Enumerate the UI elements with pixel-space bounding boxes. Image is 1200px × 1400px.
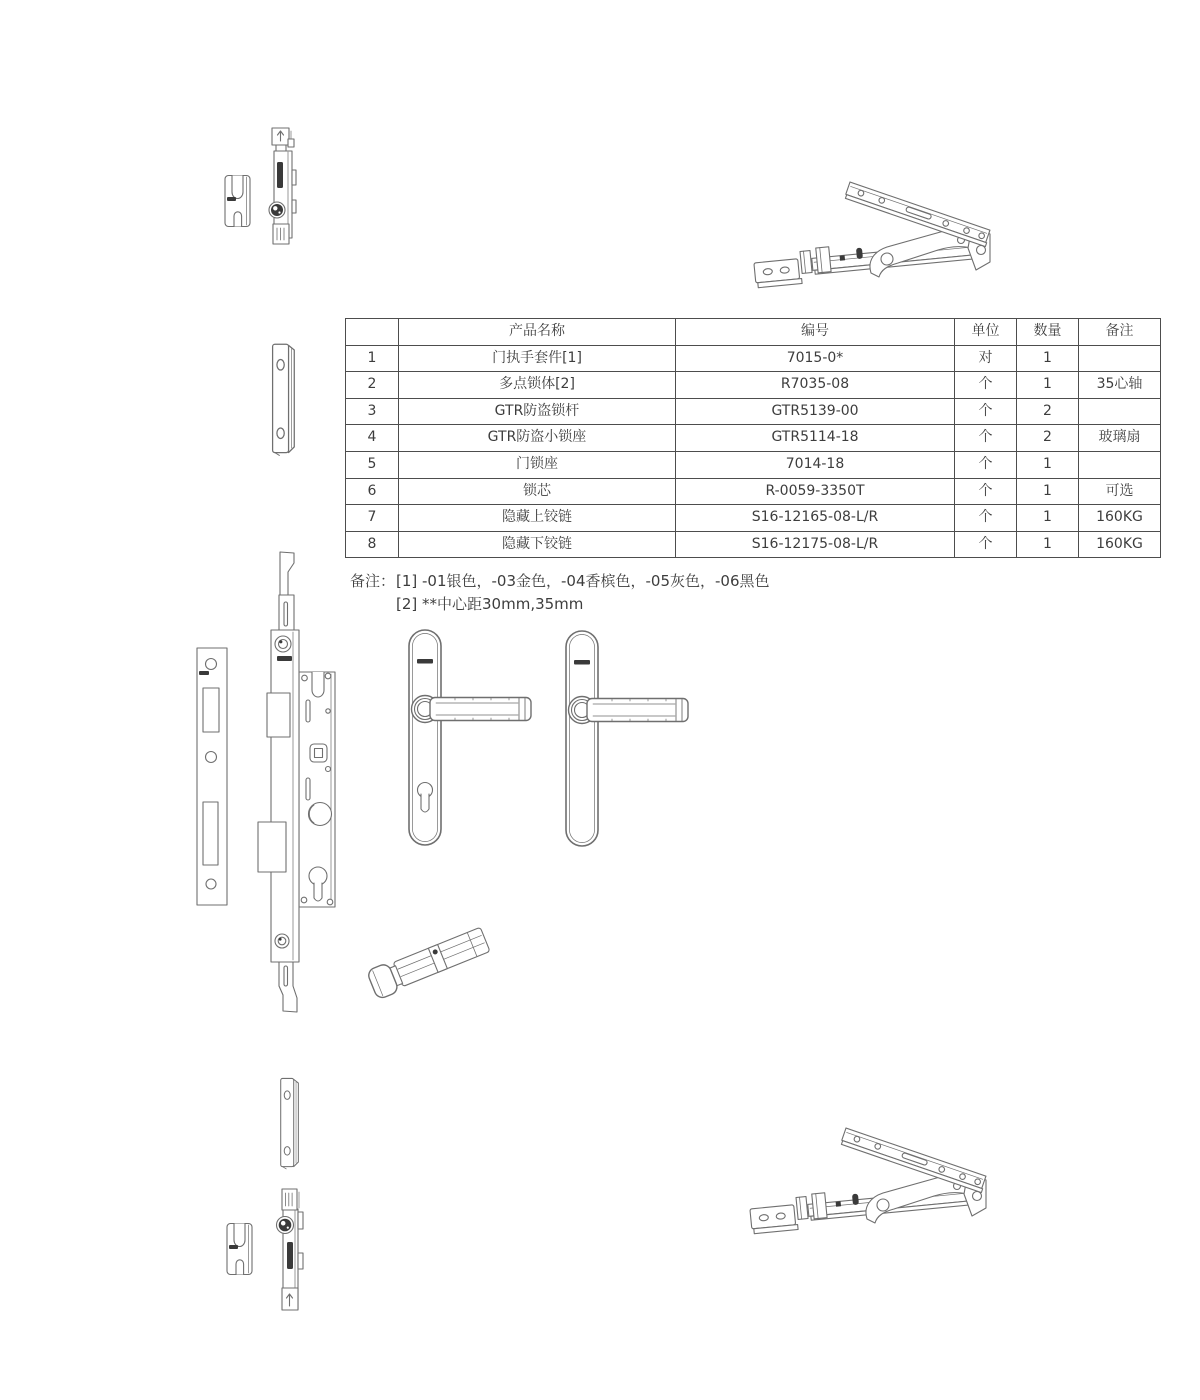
cell-code: S16-12165-08-L/R	[676, 505, 955, 532]
cell-product-name: 门执手套件[1]	[399, 345, 676, 372]
drawing-concealed-hinge-bottom	[736, 1120, 988, 1256]
cell-unit: 个	[955, 372, 1017, 399]
drawing-strike-plate-top	[268, 342, 300, 456]
drawing-door-handle-plain	[562, 626, 852, 851]
cell-remark: 160KG	[1079, 505, 1161, 532]
cell-remark	[1079, 398, 1161, 425]
drawing-concealed-hinge-top	[740, 176, 992, 308]
notes-block	[350, 570, 770, 616]
cell-code: 7014-18	[676, 451, 955, 478]
drawing-lock-keeper-bracket-bottom	[226, 1222, 254, 1276]
cell-remark: 35心轴	[1079, 372, 1161, 399]
table-row	[346, 478, 1161, 505]
header-remark: 备注	[1079, 319, 1161, 346]
header-qty: 数量	[1017, 319, 1079, 346]
cell-index: 8	[346, 531, 399, 558]
cell-code: GTR5114-18	[676, 425, 955, 452]
cell-qty: 1	[1017, 478, 1079, 505]
cell-qty: 1	[1017, 451, 1079, 478]
cell-unit: 个	[955, 478, 1017, 505]
header-code: 编号	[676, 319, 955, 346]
cell-qty: 1	[1017, 505, 1079, 532]
table-row	[346, 531, 1161, 558]
table-row	[346, 451, 1161, 478]
cell-qty: 2	[1017, 425, 1079, 452]
notes-label: 备注：	[350, 572, 396, 590]
cell-remark: 160KG	[1079, 531, 1161, 558]
cell-unit: 个	[955, 531, 1017, 558]
drawing-lock-keeper-bracket-top	[224, 174, 252, 228]
note-line-1	[350, 570, 770, 593]
cell-product-name: GTR防盗小锁座	[399, 425, 676, 452]
cell-code: GTR5139-00	[676, 398, 955, 425]
parts-table	[345, 318, 1161, 558]
cell-product-name: GTR防盗锁杆	[399, 398, 676, 425]
cell-remark: 玻璃扇	[1079, 425, 1161, 452]
cell-index: 2	[346, 372, 399, 399]
header-product-name: 产品名称	[399, 319, 676, 346]
note-text-2: [2] **中心距30mm,35mm	[396, 595, 584, 613]
table-row	[346, 425, 1161, 452]
table-row	[346, 372, 1161, 399]
header-unit: 单位	[955, 319, 1017, 346]
cell-product-name: 多点锁体[2]	[399, 372, 676, 399]
cell-remark	[1079, 345, 1161, 372]
cell-unit: 个	[955, 505, 1017, 532]
cell-code: R7035-08	[676, 372, 955, 399]
table-row	[346, 505, 1161, 532]
drawing-strike-plate-bottom	[277, 1076, 303, 1170]
cell-code: R-0059-3350T	[676, 478, 955, 505]
cell-qty: 1	[1017, 345, 1079, 372]
cell-product-name: 隐藏下铰链	[399, 531, 676, 558]
cell-unit: 个	[955, 451, 1017, 478]
header-index	[346, 319, 399, 346]
cell-product-name: 门锁座	[399, 451, 676, 478]
table-row	[346, 345, 1161, 372]
table-header-row	[346, 319, 1161, 346]
cell-qty: 1	[1017, 531, 1079, 558]
drawing-lock-cylinder	[362, 905, 502, 1005]
cell-index: 7	[346, 505, 399, 532]
cell-qty: 1	[1017, 372, 1079, 399]
cell-index: 3	[346, 398, 399, 425]
cell-unit: 对	[955, 345, 1017, 372]
cell-index: 1	[346, 345, 399, 372]
cell-remark: 可选	[1079, 478, 1161, 505]
drawing-multipoint-lock-body	[180, 550, 350, 1015]
cell-qty: 2	[1017, 398, 1079, 425]
cell-unit: 个	[955, 425, 1017, 452]
cell-product-name: 锁芯	[399, 478, 676, 505]
cell-index: 6	[346, 478, 399, 505]
cell-code: S16-12175-08-L/R	[676, 531, 955, 558]
table-row	[346, 398, 1161, 425]
cell-code: 7015-0*	[676, 345, 955, 372]
parts-table-wrap	[345, 318, 1160, 558]
cell-index: 5	[346, 451, 399, 478]
cell-index: 4	[346, 425, 399, 452]
cell-unit: 个	[955, 398, 1017, 425]
cell-remark	[1079, 451, 1161, 478]
cell-product-name: 隐藏上铰链	[399, 505, 676, 532]
drawing-espagnolette-rod-top	[256, 110, 304, 250]
drawing-espagnolette-rod-bottom	[270, 1184, 312, 1316]
note-line-2	[350, 593, 770, 616]
note-text-1: [1] -01银色，-03金色，-04香槟色，-05灰色，-06黑色	[396, 572, 770, 590]
